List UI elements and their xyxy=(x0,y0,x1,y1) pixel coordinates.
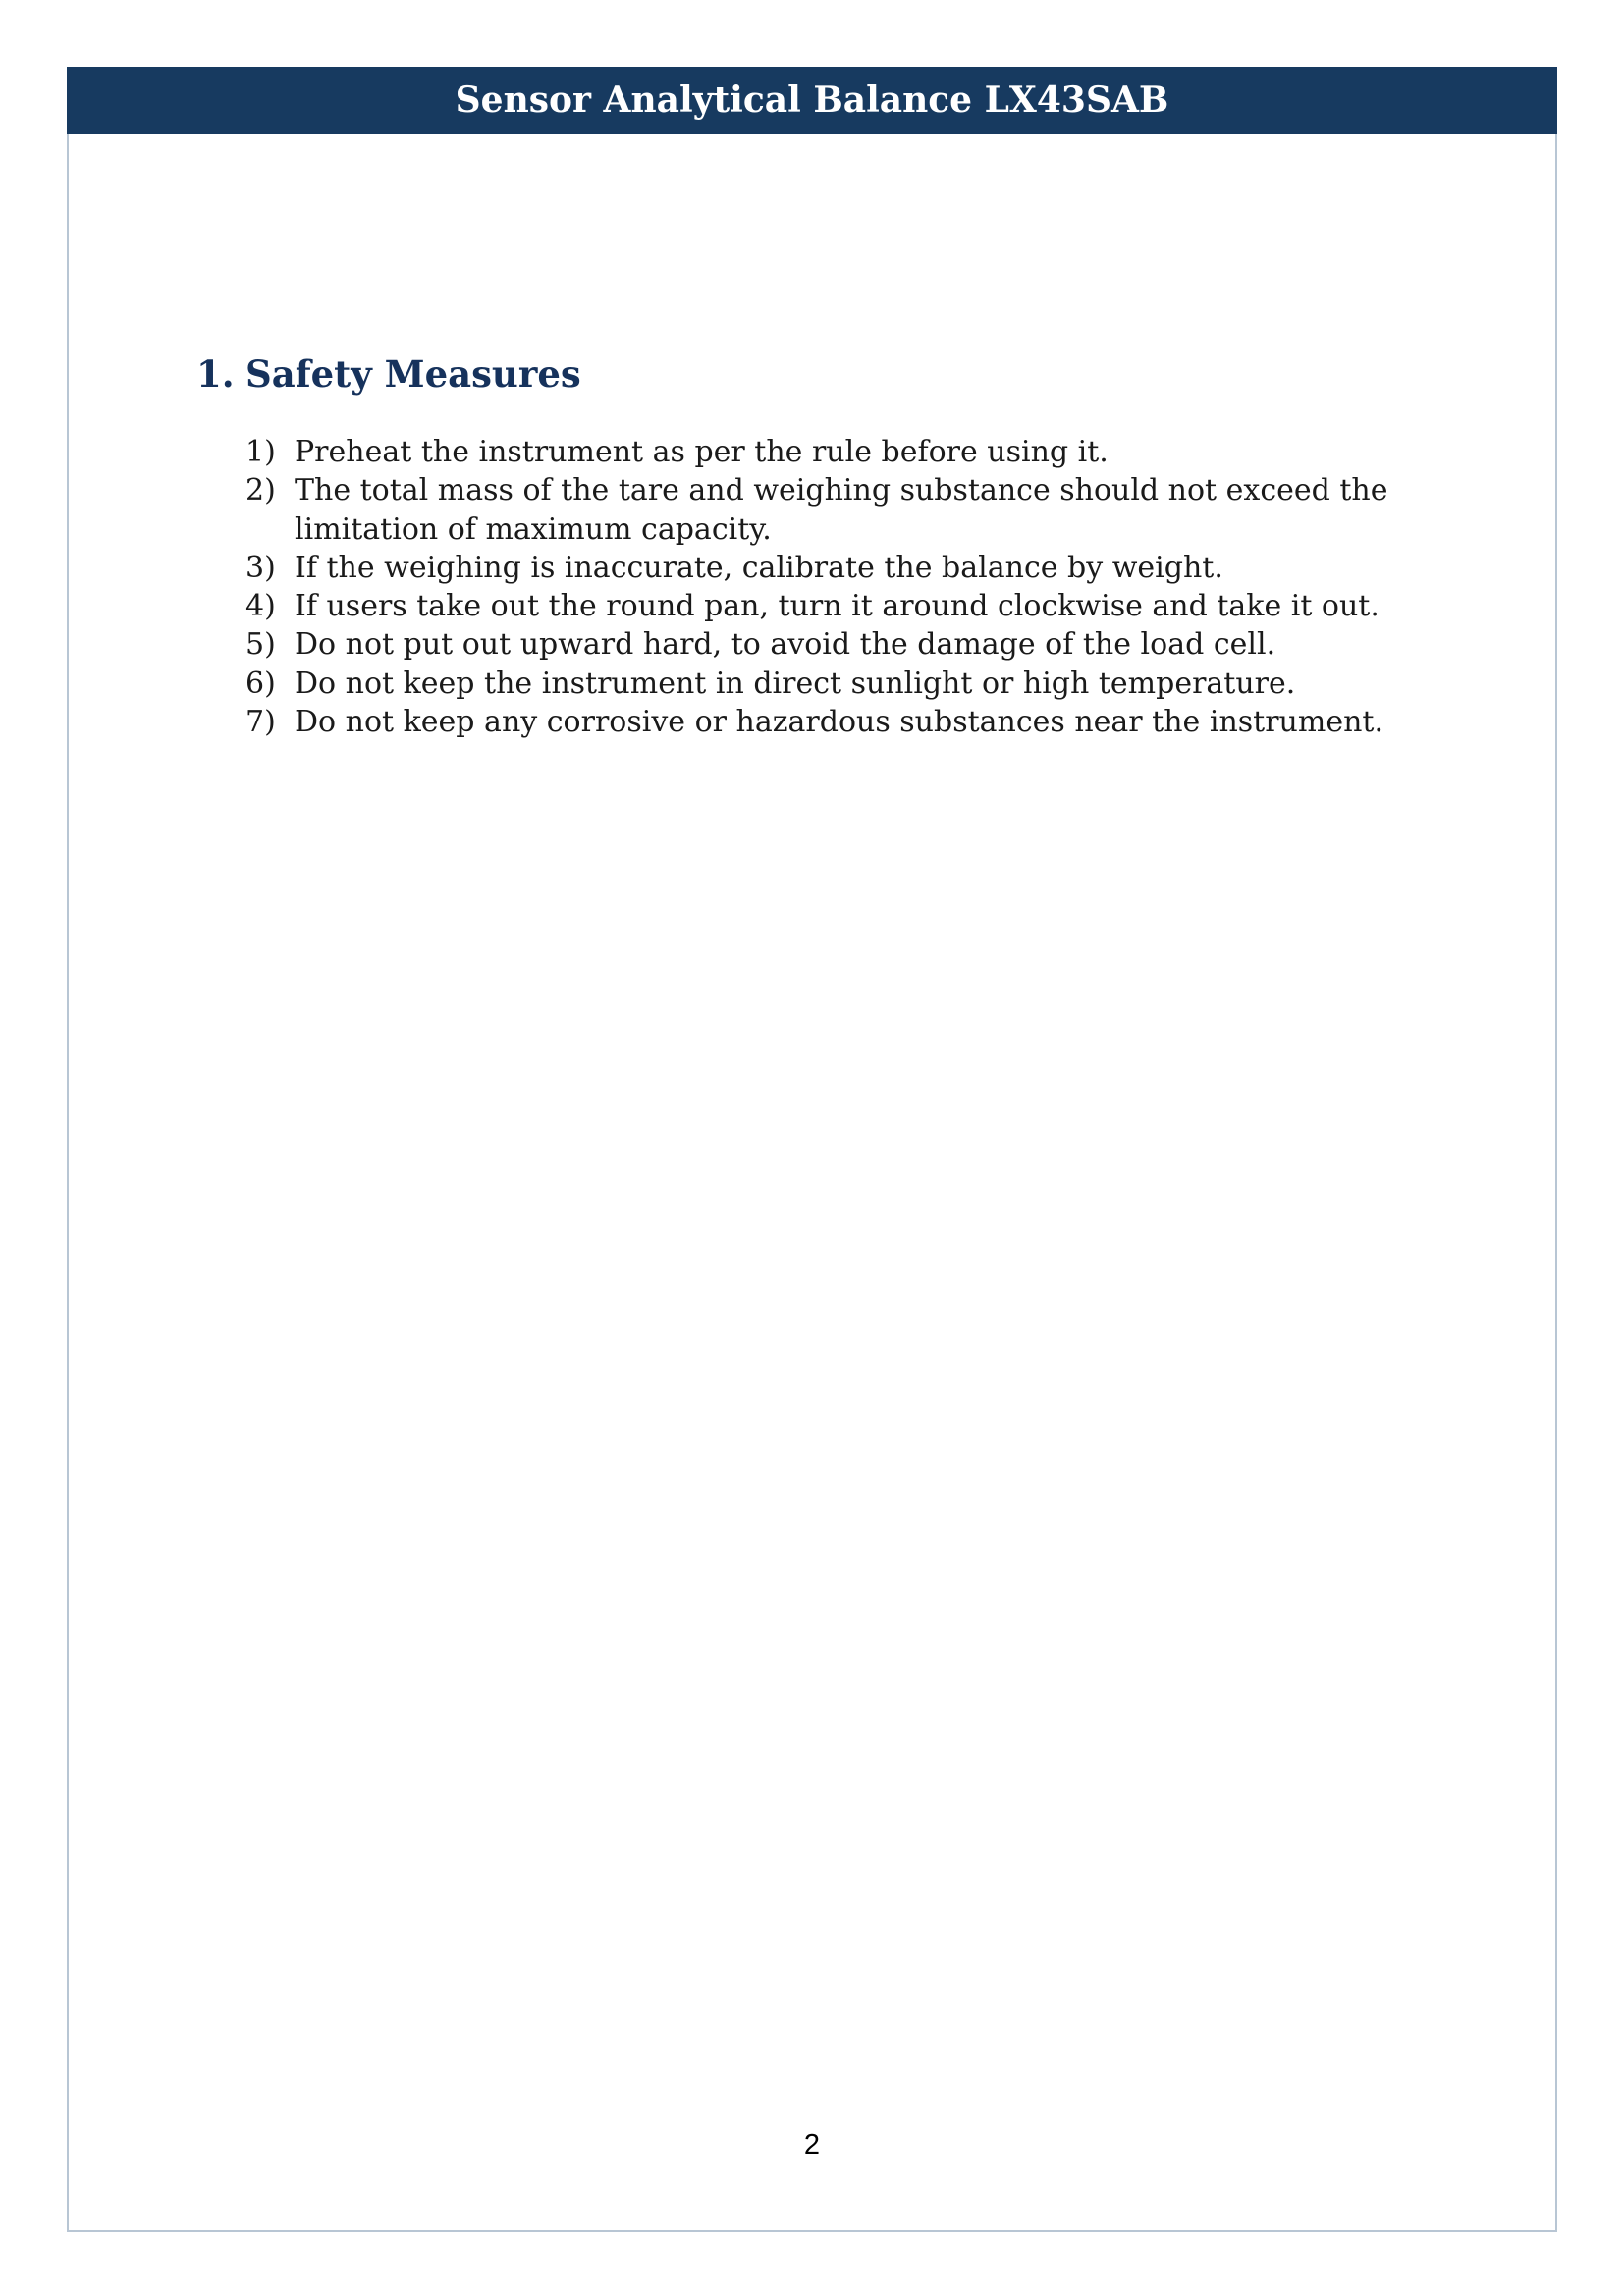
step-text: If users take out the round pan, turn it around clockwise and take it out. xyxy=(295,589,1380,624)
step-number: 1) xyxy=(245,435,276,469)
list-item xyxy=(245,703,1473,741)
list-item xyxy=(245,665,1473,703)
section-heading xyxy=(196,349,581,399)
document-header xyxy=(67,67,1557,134)
step-number: 6) xyxy=(245,666,276,701)
step-text: Do not keep any corrosive or hazardous substances near the instrument. xyxy=(295,705,1383,740)
list-item xyxy=(245,433,1473,471)
safety-steps-list xyxy=(245,433,1473,741)
step-number: 3) xyxy=(245,550,276,585)
step-text: The total mass of the tare and weighing substance should not exceed the limitation of maximum capacity. xyxy=(295,473,1388,547)
step-number: 2) xyxy=(245,473,276,508)
step-text: Do not keep the instrument in direct sunlight or high temperature. xyxy=(295,666,1296,701)
section-title: Safety Measures xyxy=(245,352,581,396)
list-item xyxy=(245,471,1473,549)
document-title: Sensor Analytical Balance LX43SAB xyxy=(455,80,1169,121)
step-text: Do not put out upward hard, to avoid the damage of the load cell. xyxy=(295,627,1276,663)
step-number: 4) xyxy=(245,589,276,624)
step-number: 7) xyxy=(245,705,276,740)
step-text: Preheat the instrument as per the rule before using it. xyxy=(295,435,1109,469)
step-number: 5) xyxy=(245,627,276,663)
list-item xyxy=(245,587,1473,625)
list-item xyxy=(245,549,1473,587)
list-item xyxy=(245,625,1473,664)
section-number: 1. xyxy=(196,352,235,396)
page-number: 2 xyxy=(803,2129,821,2161)
step-text: If the weighing is inaccurate, calibrate the balance by weight. xyxy=(295,550,1223,585)
